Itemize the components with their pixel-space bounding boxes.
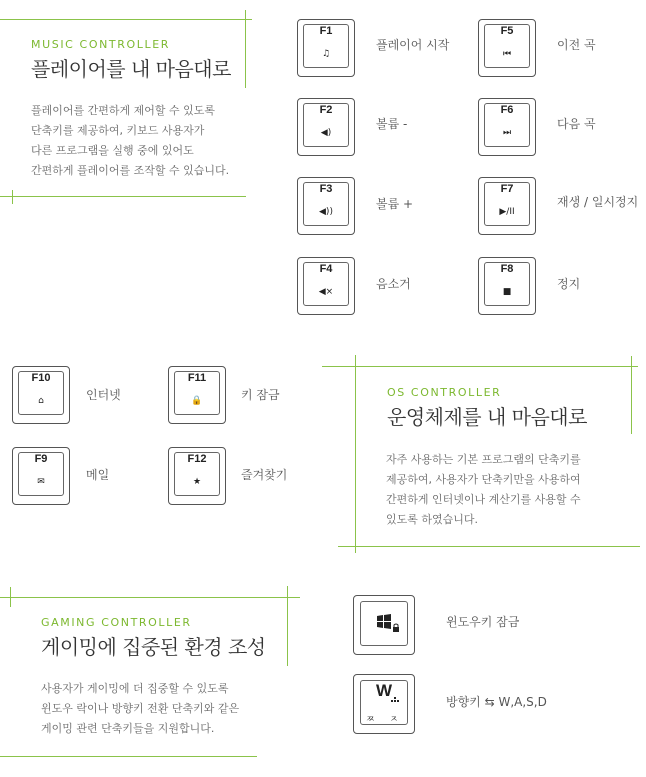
key-f6: F6 ⏭ xyxy=(478,98,536,156)
lock-icon: 🔒 xyxy=(191,396,203,406)
previous-track-icon: ⏮ xyxy=(502,49,512,59)
key-f5-label: 이전 곡 xyxy=(557,38,596,52)
music-section-description: 플레이어를 간편하게 제어할 수 있도록 단축키를 제공하여, 키보드 사용자가 다른 프로그램을 실행 중에 있어도 간편하게 플레이어를 조작할 수 있습니다. xyxy=(31,104,230,177)
key-f11: F11 🔒 xyxy=(168,366,226,424)
windows-key xyxy=(353,595,415,655)
gaming-section-title: 게이밍에 집중된 환경 조성 xyxy=(41,635,266,659)
os-section-subtitle: OS CONTROLLER xyxy=(387,386,502,399)
key-f3: F3 ◀)) xyxy=(297,177,355,235)
key-f3-label: 볼륨 + xyxy=(376,197,414,211)
key-f6-label: 다음 곡 xyxy=(557,117,596,131)
mute-icon: ◀× xyxy=(318,287,334,297)
key-f4: F4 ◀× xyxy=(297,257,355,315)
windows-lock-icon xyxy=(354,596,416,656)
mail-icon: ✉ xyxy=(37,477,45,487)
os-section-description: 자주 사용하는 기본 프로그램의 단축키를 제공하여, 사용자가 단축키만을 사용하여 간편하게 인터넷이나 계산기를 사용할 수 있도록 하였습니다. xyxy=(386,453,581,526)
next-track-icon: ⏭ xyxy=(502,128,512,138)
gaming-section-subtitle: GAMING CONTROLLER xyxy=(41,616,192,629)
music-section-title: 플레이어를 내 마음대로 xyxy=(31,57,231,81)
stop-icon: ■ xyxy=(502,287,512,297)
key-f1-label: 플레이어 시작 xyxy=(376,38,450,52)
home-icon: ⌂ xyxy=(38,396,44,406)
key-f1: F1 ♫ xyxy=(297,19,355,77)
key-f7: F7 ▶/II xyxy=(478,177,536,235)
music-section-subtitle: MUSIC CONTROLLER xyxy=(31,38,170,51)
key-f8: F8 ■ xyxy=(478,257,536,315)
key-f10-label: 인터넷 xyxy=(86,388,121,402)
key-f9: F9 ✉ xyxy=(12,447,70,505)
key-f4-label: 음소거 xyxy=(376,277,411,291)
key-f8-label: 정지 xyxy=(557,277,581,291)
music-note-icon: ♫ xyxy=(321,49,331,59)
volume-up-icon: ◀)) xyxy=(319,207,333,217)
key-f12: F12 ★ xyxy=(168,447,226,505)
windows-lock-label: 윈도우키 잠금 xyxy=(446,615,520,629)
star-icon: ★ xyxy=(192,477,202,487)
key-f7-label: 재생 / 일시정지 xyxy=(557,195,639,209)
gaming-section-description: 사용자가 게이밍에 더 집중할 수 있도록 윈도우 락이나 방향키 전환 단축키와 같은 게이밍 관련 단축키들을 지원합니다. xyxy=(41,682,240,735)
key-f5: F5 ⏮ xyxy=(478,19,536,77)
key-f2: F2 ◀) xyxy=(297,98,355,156)
os-section-title: 운영체제를 내 마음대로 xyxy=(387,405,587,429)
key-f12-label: 즐겨찾기 xyxy=(241,468,288,482)
wasd-key: W ㅉ ㅈ xyxy=(353,674,415,734)
key-f9-label: 메일 xyxy=(86,468,110,482)
arrow-keys-icon xyxy=(354,675,416,735)
wasd-label: 방향키 ⇆ W,A,S,D xyxy=(446,695,547,709)
volume-down-icon: ◀) xyxy=(320,128,332,138)
key-f11-label: 키 잠금 xyxy=(241,388,280,402)
key-f10: F10 ⌂ xyxy=(12,366,70,424)
play-pause-icon: ▶/II xyxy=(499,207,515,217)
key-f2-label: 볼륨 - xyxy=(376,117,408,131)
